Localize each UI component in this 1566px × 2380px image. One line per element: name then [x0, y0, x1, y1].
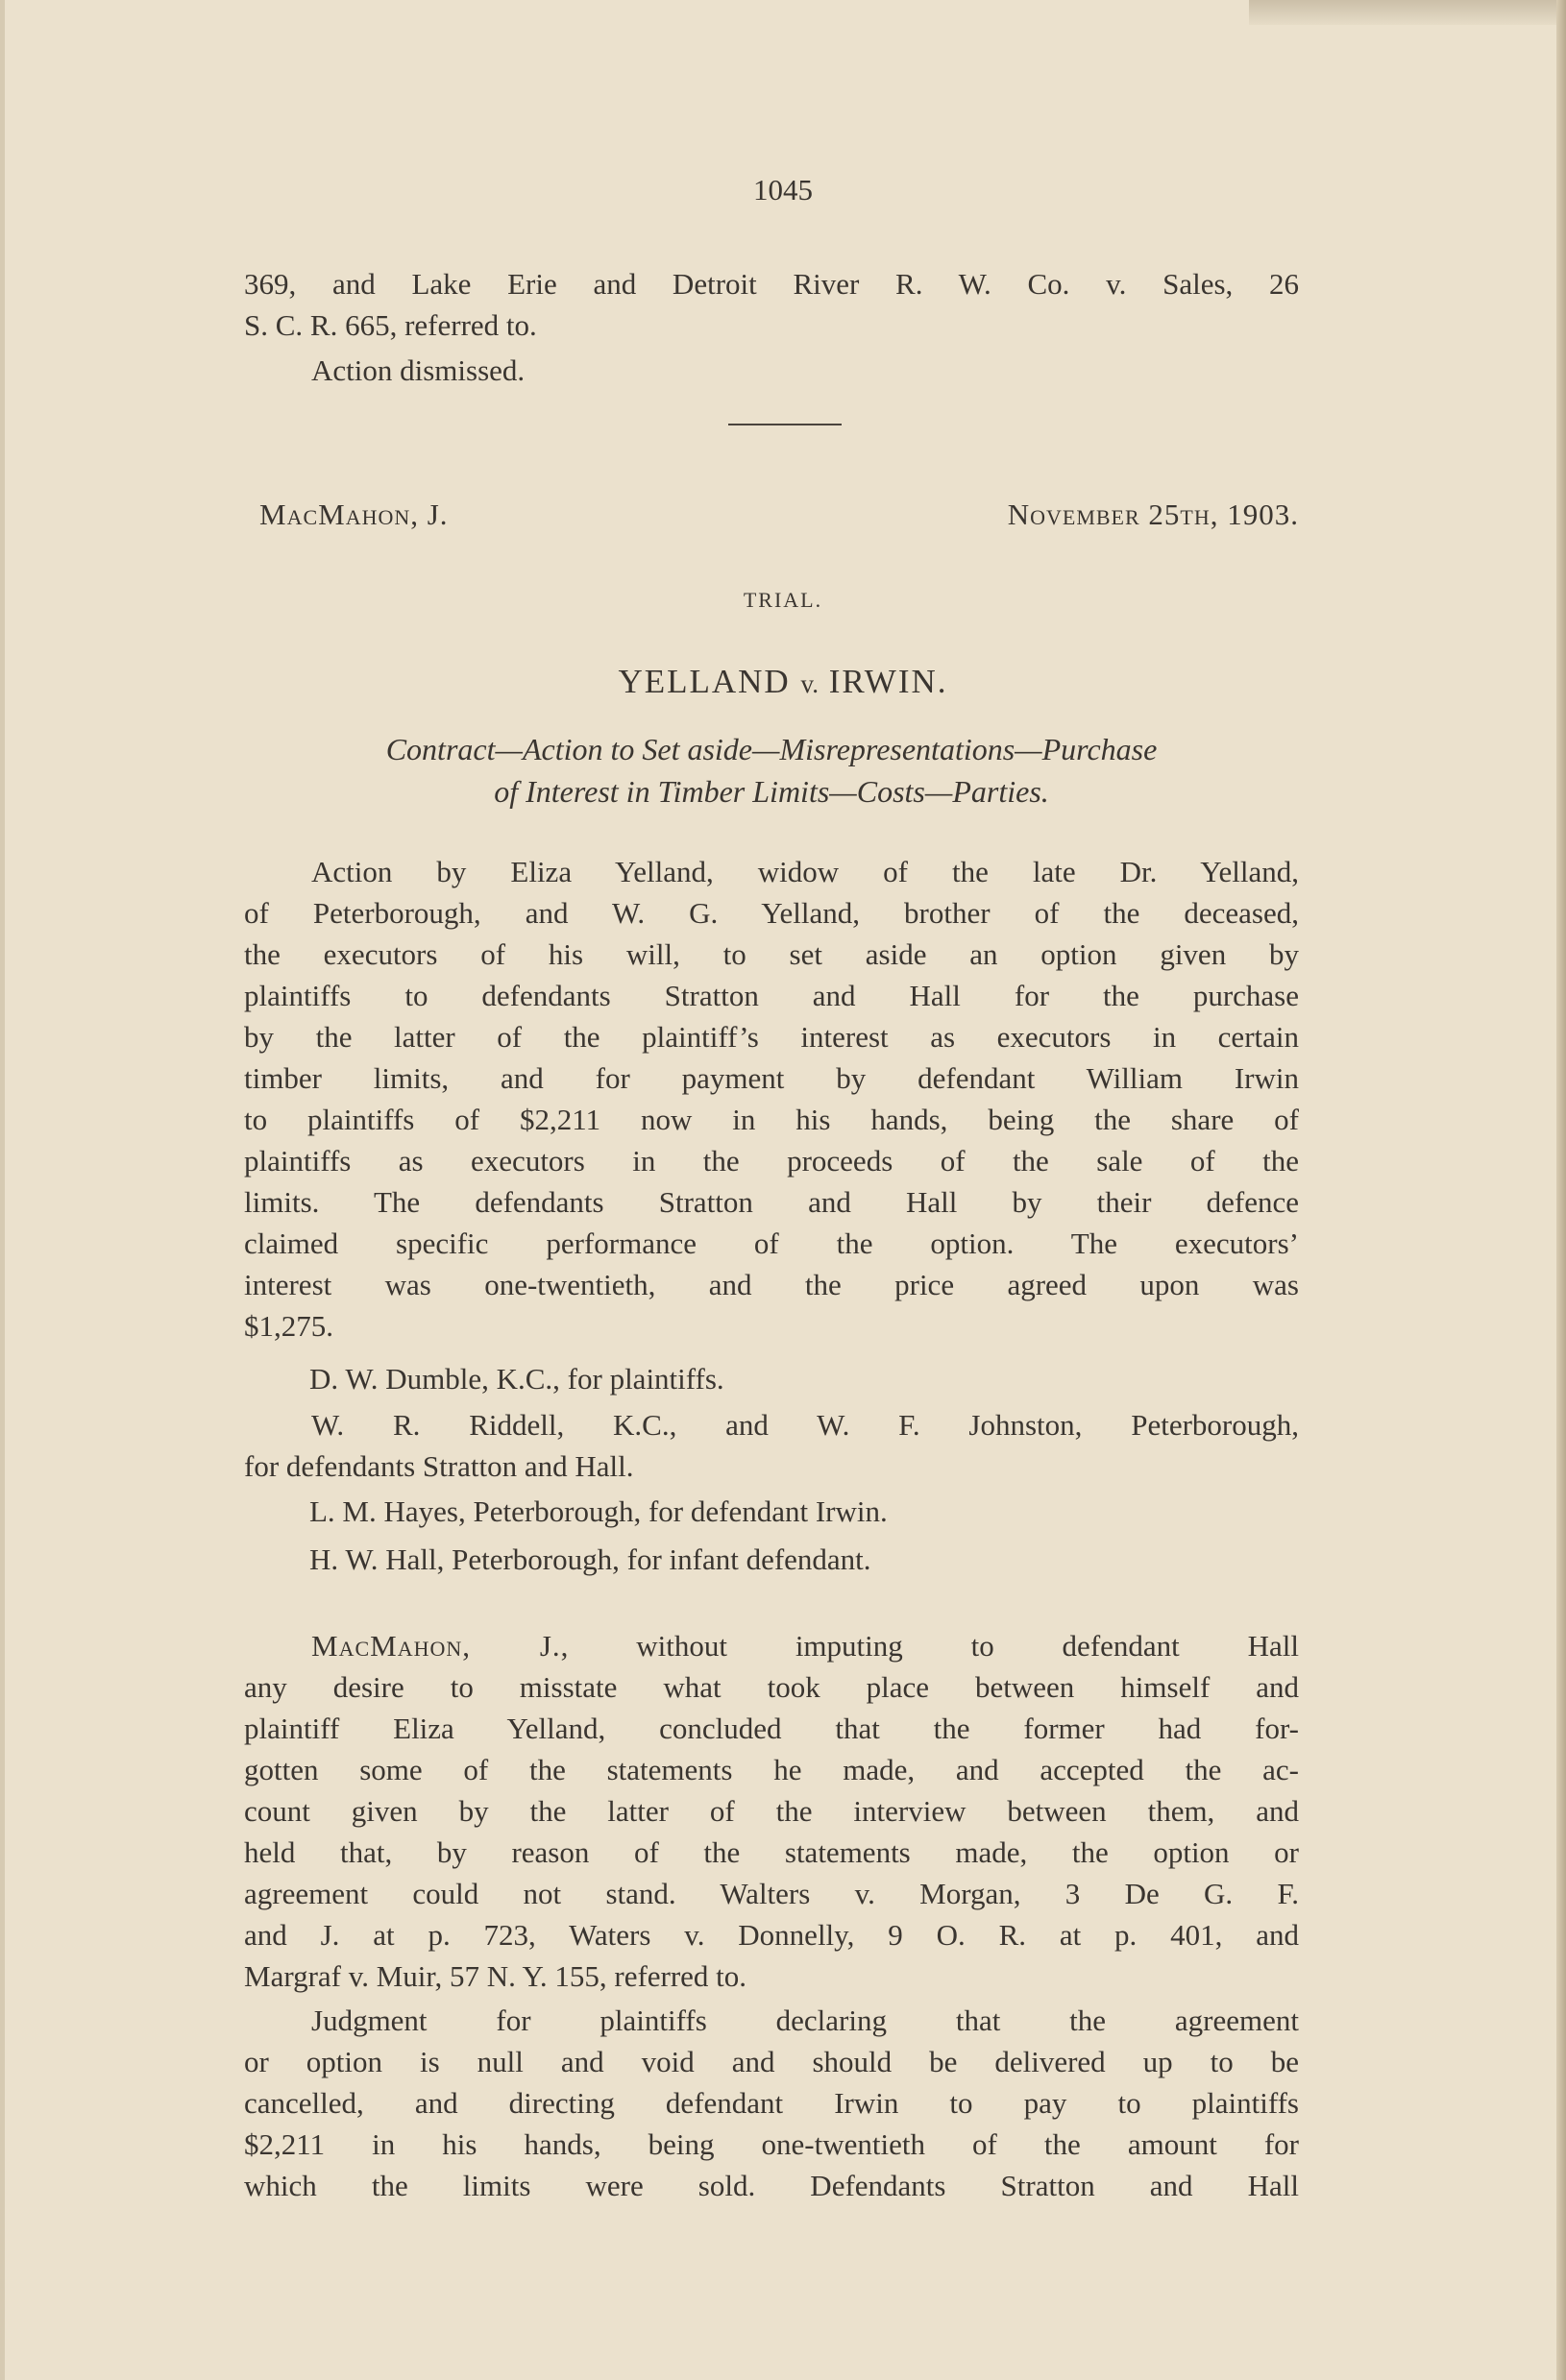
opinion-first-line-text: , without imputing to defendant Hall: [560, 1629, 1299, 1663]
judge-date-row: [259, 498, 1299, 532]
versus-label: v.: [800, 669, 819, 698]
judgment-line: $2,211 in his hands, being one-twentieth of the amount for: [244, 2127, 1299, 2161]
opinion-line: any desire to misstate what took place between himself and: [244, 1670, 1299, 1704]
opinion-line: held that, by reason of the statements made, the option or: [244, 1835, 1299, 1869]
statement-line: of Peterborough, and W. G. Yelland, brother of the deceased,: [244, 896, 1299, 930]
headnote-line: Contract—Action to Set aside—Misrepresentations—Purchase: [385, 732, 1158, 766]
prior-case-citation: [244, 263, 1299, 346]
opinion-line: Margraf v. Muir, 57 N. Y. 155, referred to.: [244, 1959, 747, 1993]
defendant-name: IRWIN.: [828, 663, 948, 700]
counsel-infant: H. W. Hall, Peterborough, for infant defendant.: [309, 1542, 871, 1576]
page-number: 1045: [753, 173, 813, 206]
statement-line: to plaintiffs of $2,211 now in his hands, being the share of: [244, 1103, 1299, 1136]
opinion-line: and J. at p. 723, Waters v. Donnelly, 9 O. R. at p. 401, and: [244, 1918, 1299, 1952]
statement-line: Action by Eliza Yelland, widow of the late Dr. Yelland,: [311, 855, 1299, 888]
page-edge-top: [1249, 0, 1566, 25]
counsel-line: W. R. Riddell, K.C., and W. F. Johnston, Peterborough,: [311, 1408, 1299, 1442]
plaintiff-name: YELLAND: [618, 663, 791, 700]
counsel-irwin: L. M. Hayes, Peterborough, for defendant Irwin.: [309, 1494, 888, 1528]
statement-line: $1,275.: [244, 1309, 333, 1343]
headnote-line: of Interest in Timber Limits—Costs—Parties.: [494, 774, 1049, 809]
opinion-line: plaintiff Eliza Yelland, concluded that the former had for-: [244, 1712, 1299, 1745]
opinion-line: count given by the latter of the interview between them, and: [244, 1794, 1299, 1828]
statement-line: plaintiffs as executors in the proceeds of the sale of the: [244, 1144, 1299, 1178]
judgment-line: which the limits were sold. Defendants Stratton and Hall: [244, 2169, 1299, 2202]
opinion-line: agreement could not stand. Walters v. Morgan, 3 De G. F.: [244, 1877, 1299, 1910]
counsel-plaintiffs: D. W. Dumble, K.C., for plaintiffs.: [309, 1362, 724, 1396]
counsel-line: for defendants Stratton and Hall.: [244, 1449, 634, 1483]
statement-line: claimed specific performance of the option. The executors’: [244, 1226, 1299, 1260]
statement-line: timber limits, and for payment by defendant William Irwin: [244, 1061, 1299, 1095]
headnote: [244, 728, 1299, 813]
citation-line: 369, and Lake Erie and Detroit River R. W. Co. v. Sales, 26: [244, 267, 1299, 301]
statement-line: by the latter of the plaintiff’s interest as executors in certain: [244, 1020, 1299, 1054]
section-label: TRIAL.: [743, 588, 823, 612]
prior-case-disposition-block: [244, 350, 1299, 391]
statement-paragraph: [244, 851, 1299, 1347]
statement-line: plaintiffs to defendants Stratton and Hall for the purchase: [244, 979, 1299, 1012]
opinion-line: gotten some of the statements he made, and accepted the ac-: [244, 1753, 1299, 1786]
judgment-paragraph: [244, 2000, 1299, 2206]
statement-line: the executors of his will, to set aside an option given by: [244, 937, 1299, 971]
counsel-defendants: [244, 1404, 1299, 1487]
judgment-line: or option is null and void and should be delivered up to be: [244, 2045, 1299, 2078]
case-title: [0, 663, 1566, 701]
page-edge-left: [0, 0, 5, 2380]
judgment-line: Judgment for plaintiffs declaring that the agreement: [311, 2004, 1299, 2037]
citation-line: S. C. R. 665, referred to.: [244, 308, 537, 342]
decision-date: November 25th, 1903.: [1007, 498, 1299, 531]
judge-name: MacMahon, J.: [259, 498, 449, 531]
statement-line: interest was one-twentieth, and the price agreed upon was: [244, 1268, 1299, 1301]
opinion-judge-name: MacMahon, J.: [311, 1629, 561, 1663]
page-edge-right: [1556, 0, 1566, 2380]
section-divider: [728, 424, 842, 425]
statement-line: limits. The defendants Stratton and Hall by their defence: [244, 1185, 1299, 1219]
judgment-line: cancelled, and directing defendant Irwin to pay to plaintiffs: [244, 2086, 1299, 2120]
opinion-paragraph: [244, 1625, 1299, 1997]
prior-case-disposition: Action dismissed.: [311, 353, 526, 387]
opinion-first-line: [244, 1625, 1299, 1666]
